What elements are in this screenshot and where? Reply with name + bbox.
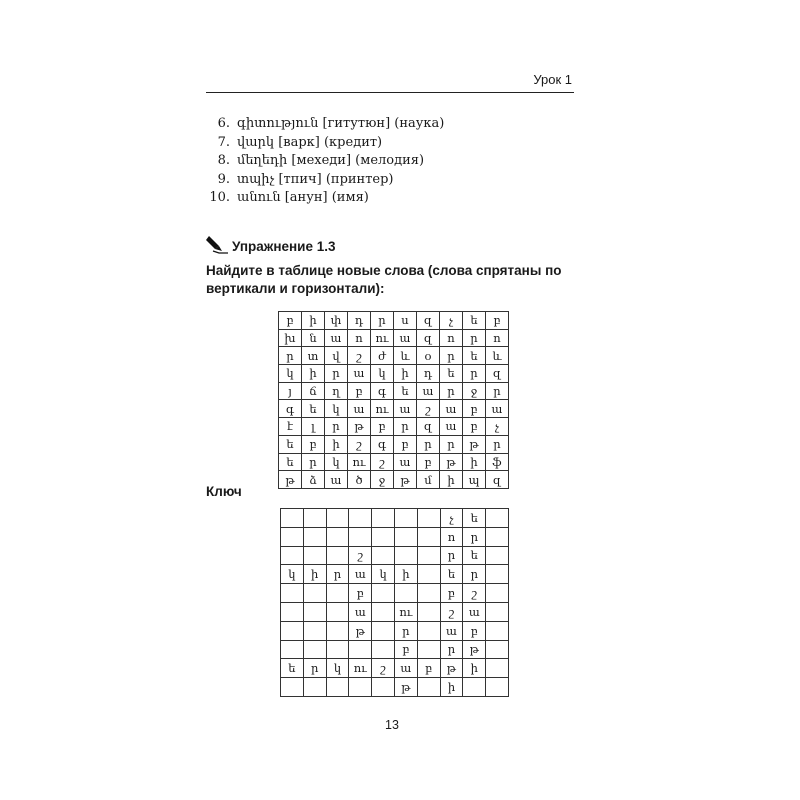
- vocab-text: տպիչ [тпич] (принтер): [237, 171, 394, 187]
- puzzle-cell: ե: [279, 435, 302, 453]
- puzzle-row: [279, 312, 509, 330]
- vocab-list: [204, 115, 444, 208]
- puzzle-cell: ր: [440, 347, 463, 365]
- puzzle-cell: ջ: [463, 382, 486, 400]
- vocab-number: 9.: [217, 171, 230, 187]
- puzzle-cell: յ: [279, 382, 302, 400]
- puzzle-cell: փ: [325, 312, 348, 330]
- puzzle-cell: է: [279, 418, 302, 436]
- vocab-item: [204, 189, 444, 208]
- puzzle-cell: դ: [348, 312, 371, 330]
- key-cell: ի: [394, 565, 417, 584]
- puzzle-cell: ու: [371, 329, 394, 347]
- key-cell: ի: [303, 565, 326, 584]
- puzzle-cell: ի: [463, 453, 486, 471]
- vocab-text: գիտություն [гитутюн] (наука): [237, 116, 445, 131]
- puzzle-cell: ր: [325, 365, 348, 383]
- key-cell: ր: [326, 565, 349, 584]
- puzzle-row: [279, 435, 509, 453]
- key-label: Ключ: [206, 484, 242, 499]
- key-cell: [417, 602, 440, 621]
- puzzle-cell: տ: [302, 347, 325, 365]
- key-cell: [326, 678, 349, 697]
- vocab-item: [204, 134, 444, 153]
- puzzle-row: [279, 471, 509, 489]
- key-cell: [486, 602, 509, 621]
- key-cell: [303, 527, 326, 546]
- key-cell: [394, 527, 417, 546]
- puzzle-row: [279, 365, 509, 383]
- puzzle-row: [279, 347, 509, 365]
- key-cell: [281, 621, 304, 640]
- puzzle-cell: ե: [394, 382, 417, 400]
- puzzle-cell: ա: [394, 329, 417, 347]
- key-cell: [349, 640, 372, 659]
- key-cell: [349, 527, 372, 546]
- key-cell: ր: [394, 621, 417, 640]
- puzzle-cell: պ: [463, 471, 486, 489]
- puzzle-cell: չ: [486, 418, 509, 436]
- puzzle-row: [279, 453, 509, 471]
- vocab-number: 8.: [217, 153, 230, 169]
- key-cell: բ: [394, 640, 417, 659]
- puzzle-cell: ո: [440, 329, 463, 347]
- puzzle-row: [279, 329, 509, 347]
- key-cell: [486, 659, 509, 678]
- puzzle-cell: բ: [279, 312, 302, 330]
- key-cell: [281, 527, 304, 546]
- key-cell: կ: [372, 565, 395, 584]
- key-cell: ր: [303, 659, 326, 678]
- puzzle-cell: ձ: [302, 471, 325, 489]
- puzzle-cell: գ: [279, 400, 302, 418]
- key-cell: ո: [440, 527, 463, 546]
- key-cell: ա: [440, 621, 463, 640]
- puzzle-cell: կ: [279, 365, 302, 383]
- puzzle-cell: թ: [279, 471, 302, 489]
- key-cell: [303, 640, 326, 659]
- puzzle-cell: բ: [463, 418, 486, 436]
- key-cell: [303, 621, 326, 640]
- vocab-number: 6.: [217, 116, 230, 131]
- key-cell: ա: [349, 565, 372, 584]
- key-cell: [372, 546, 395, 565]
- vocab-item: [204, 171, 444, 190]
- puzzle-cell: ա: [394, 453, 417, 471]
- key-cell: [303, 584, 326, 603]
- puzzle-cell: չ: [440, 312, 463, 330]
- puzzle-cell: ֆ: [486, 453, 509, 471]
- puzzle-cell: ս: [394, 312, 417, 330]
- puzzle-cell: ե: [463, 347, 486, 365]
- key-cell: ու: [349, 659, 372, 678]
- puzzle-cell: ի: [394, 365, 417, 383]
- puzzle-cell: ա: [417, 382, 440, 400]
- key-row: [281, 640, 509, 659]
- key-cell: [303, 678, 326, 697]
- word-search-grid: [278, 311, 509, 489]
- puzzle-cell: ա: [325, 471, 348, 489]
- puzzle-cell: զ: [417, 418, 440, 436]
- key-cell: թ: [440, 659, 463, 678]
- key-cell: շ: [349, 546, 372, 565]
- puzzle-cell: թ: [348, 418, 371, 436]
- puzzle-cell: բ: [394, 435, 417, 453]
- puzzle-cell: ր: [486, 435, 509, 453]
- key-cell: [486, 546, 509, 565]
- key-cell: [417, 565, 440, 584]
- puzzle-cell: ջ: [371, 471, 394, 489]
- key-cell: թ: [463, 640, 486, 659]
- key-cell: ե: [281, 659, 304, 678]
- puzzle-cell: զ: [486, 471, 509, 489]
- puzzle-cell: և: [486, 347, 509, 365]
- puzzle-cell: ր: [302, 453, 325, 471]
- key-row: [281, 584, 509, 603]
- key-cell: [326, 546, 349, 565]
- key-cell: ե: [440, 565, 463, 584]
- vocab-text: վարկ [варк] (кредит): [237, 134, 383, 150]
- key-cell: [326, 509, 349, 528]
- exercise-instruction: Найдите в таблице новые слова (слова спрятаны по вертикали и горизонтали):: [206, 263, 562, 296]
- puzzle-cell: ր: [394, 418, 417, 436]
- puzzle-cell: ի: [302, 365, 325, 383]
- key-row: [281, 565, 509, 584]
- key-row: [281, 621, 509, 640]
- key-cell: [303, 509, 326, 528]
- puzzle-cell: ու: [371, 400, 394, 418]
- key-cell: [372, 678, 395, 697]
- key-cell: [486, 678, 509, 697]
- key-cell: ե: [463, 546, 486, 565]
- puzzle-cell: ե: [463, 312, 486, 330]
- puzzle-cell: թ: [394, 471, 417, 489]
- key-cell: [463, 678, 486, 697]
- puzzle-row: [279, 418, 509, 436]
- key-cell: ր: [440, 546, 463, 565]
- puzzle-cell: ա: [348, 365, 371, 383]
- puzzle-cell: շ: [371, 453, 394, 471]
- header-rule: [206, 92, 574, 93]
- puzzle-cell: բ: [417, 453, 440, 471]
- key-cell: [349, 678, 372, 697]
- vocab-text: անուն [анун] (имя): [237, 190, 369, 206]
- key-cell: կ: [281, 565, 304, 584]
- vocab-item: [204, 152, 444, 171]
- puzzle-cell: և: [394, 347, 417, 365]
- key-cell: [326, 602, 349, 621]
- puzzle-cell: բ: [371, 418, 394, 436]
- key-cell: [417, 678, 440, 697]
- key-cell: [281, 584, 304, 603]
- puzzle-row: [279, 382, 509, 400]
- key-cell: [417, 527, 440, 546]
- puzzle-cell: ճ: [302, 382, 325, 400]
- puzzle-cell: թ: [440, 453, 463, 471]
- key-cell: [486, 509, 509, 528]
- exercise-heading: [206, 233, 336, 254]
- puzzle-cell: ի: [325, 435, 348, 453]
- key-row: [281, 527, 509, 546]
- puzzle-cell: օ: [417, 347, 440, 365]
- key-cell: [372, 527, 395, 546]
- puzzle-cell: ե: [302, 400, 325, 418]
- puzzle-cell: մ: [417, 471, 440, 489]
- puzzle-cell: ր: [486, 382, 509, 400]
- key-cell: [486, 565, 509, 584]
- key-cell: ր: [440, 640, 463, 659]
- puzzle-cell: ր: [371, 312, 394, 330]
- key-row: [281, 602, 509, 621]
- key-cell: [417, 584, 440, 603]
- key-cell: բ: [463, 621, 486, 640]
- key-cell: ե: [463, 509, 486, 528]
- puzzle-cell: ու: [348, 453, 371, 471]
- key-cell: [417, 640, 440, 659]
- key-cell: [417, 546, 440, 565]
- key-cell: [372, 621, 395, 640]
- page-number: 13: [385, 718, 399, 732]
- puzzle-cell: ր: [463, 329, 486, 347]
- key-cell: [372, 640, 395, 659]
- key-cell: ու: [394, 602, 417, 621]
- puzzle-cell: ա: [486, 400, 509, 418]
- vocab-item: [204, 115, 444, 134]
- key-cell: [281, 678, 304, 697]
- key-cell: ա: [394, 659, 417, 678]
- puzzle-cell: ծ: [348, 471, 371, 489]
- key-cell: բ: [440, 584, 463, 603]
- puzzle-cell: ր: [440, 435, 463, 453]
- puzzle-cell: կ: [325, 453, 348, 471]
- key-cell: [281, 640, 304, 659]
- vocab-number: 7.: [217, 134, 230, 150]
- key-cell: ր: [463, 527, 486, 546]
- key-cell: չ: [440, 509, 463, 528]
- puzzle-cell: զ: [486, 365, 509, 383]
- key-cell: [326, 584, 349, 603]
- key-cell: [372, 602, 395, 621]
- puzzle-cell: բ: [463, 400, 486, 418]
- key-cell: [303, 602, 326, 621]
- puzzle-cell: գ: [371, 435, 394, 453]
- key-cell: [326, 621, 349, 640]
- key-cell: կ: [326, 659, 349, 678]
- key-cell: ի: [463, 659, 486, 678]
- puzzle-cell: ե: [279, 453, 302, 471]
- puzzle-cell: վ: [325, 347, 348, 365]
- puzzle-cell: ա: [325, 329, 348, 347]
- puzzle-cell: զ: [417, 329, 440, 347]
- key-cell: շ: [372, 659, 395, 678]
- exercise-title: Упражнение 1.3: [232, 239, 336, 254]
- key-cell: [349, 509, 372, 528]
- puzzle-cell: կ: [325, 400, 348, 418]
- key-cell: թ: [349, 621, 372, 640]
- key-cell: [372, 584, 395, 603]
- puzzle-cell: ր: [325, 418, 348, 436]
- puzzle-cell: զ: [417, 312, 440, 330]
- puzzle-cell: շ: [348, 347, 371, 365]
- key-cell: [326, 640, 349, 659]
- answer-key-grid: [280, 508, 509, 697]
- puzzle-cell: թ: [463, 435, 486, 453]
- vocab-text: մեղեդի [мехеди] (мелодия): [237, 153, 425, 169]
- key-cell: ա: [349, 602, 372, 621]
- puzzle-cell: բ: [348, 382, 371, 400]
- puzzle-cell: ր: [417, 435, 440, 453]
- key-cell: [486, 640, 509, 659]
- key-cell: շ: [463, 584, 486, 603]
- key-cell: շ: [440, 602, 463, 621]
- key-cell: [486, 621, 509, 640]
- pencil-writing-icon: [206, 234, 230, 254]
- puzzle-cell: ր: [279, 347, 302, 365]
- puzzle-cell: ո: [348, 329, 371, 347]
- key-cell: [486, 527, 509, 546]
- puzzle-cell: ր: [440, 382, 463, 400]
- running-head: Урок 1: [533, 72, 572, 87]
- puzzle-cell: ա: [440, 400, 463, 418]
- key-cell: [417, 509, 440, 528]
- puzzle-cell: ե: [440, 365, 463, 383]
- key-cell: [417, 621, 440, 640]
- key-row: [281, 509, 509, 528]
- key-cell: [394, 546, 417, 565]
- vocab-number: 10.: [209, 190, 230, 206]
- key-cell: [394, 584, 417, 603]
- puzzle-cell: բ: [486, 312, 509, 330]
- puzzle-cell: ա: [394, 400, 417, 418]
- key-row: [281, 546, 509, 565]
- key-cell: [326, 527, 349, 546]
- puzzle-cell: ժ: [371, 347, 394, 365]
- key-cell: [303, 546, 326, 565]
- key-cell: [281, 602, 304, 621]
- puzzle-cell: խ: [279, 329, 302, 347]
- key-cell: [372, 509, 395, 528]
- key-cell: թ: [394, 678, 417, 697]
- puzzle-cell: լ: [302, 418, 325, 436]
- puzzle-cell: ղ: [325, 382, 348, 400]
- puzzle-cell: ո: [486, 329, 509, 347]
- key-cell: [394, 509, 417, 528]
- key-cell: ր: [463, 565, 486, 584]
- key-cell: [486, 584, 509, 603]
- key-cell: բ: [417, 659, 440, 678]
- puzzle-cell: գ: [371, 382, 394, 400]
- puzzle-cell: ն: [302, 329, 325, 347]
- puzzle-cell: ի: [440, 471, 463, 489]
- puzzle-cell: կ: [371, 365, 394, 383]
- key-row: [281, 659, 509, 678]
- puzzle-cell: ի: [302, 312, 325, 330]
- puzzle-cell: շ: [417, 400, 440, 418]
- puzzle-cell: բ: [302, 435, 325, 453]
- puzzle-cell: շ: [348, 435, 371, 453]
- puzzle-cell: դ: [417, 365, 440, 383]
- puzzle-cell: ա: [440, 418, 463, 436]
- puzzle-row: [279, 400, 509, 418]
- key-cell: բ: [349, 584, 372, 603]
- key-cell: [281, 546, 304, 565]
- puzzle-cell: ր: [463, 365, 486, 383]
- key-cell: ա: [463, 602, 486, 621]
- key-row: [281, 678, 509, 697]
- puzzle-cell: ա: [348, 400, 371, 418]
- key-cell: ի: [440, 678, 463, 697]
- key-cell: [281, 509, 304, 528]
